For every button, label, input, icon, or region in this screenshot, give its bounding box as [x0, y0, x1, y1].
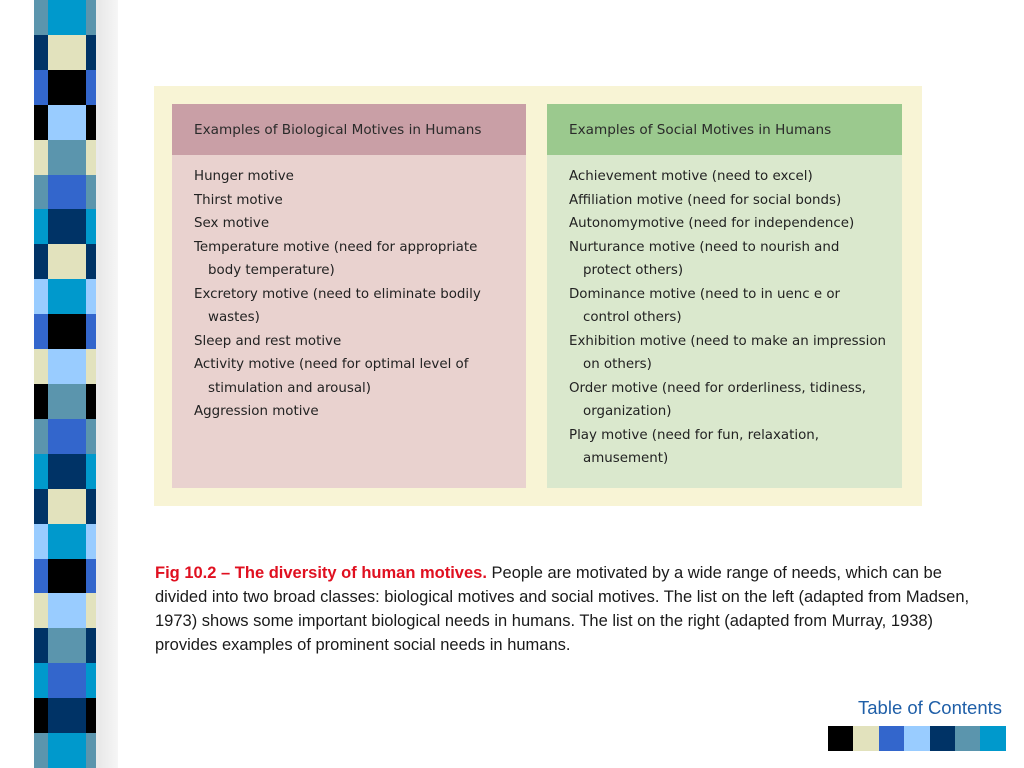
- stripe-segment: [48, 140, 86, 175]
- stripe-segment: [48, 733, 86, 768]
- social-motives-heading: Examples of Social Motives in Humans: [547, 104, 902, 155]
- stripe-segment: [48, 454, 86, 489]
- stripe-segment: [48, 105, 86, 140]
- stripe-segment: [48, 489, 86, 524]
- motives-figure: [154, 86, 922, 506]
- color-swatch: [930, 726, 955, 751]
- biological-motive-item: Hunger motive: [194, 169, 294, 184]
- biological-motive-item: Activity motive (need for optimal level of stimulation and arousal): [194, 357, 469, 396]
- stripe-segment: [48, 70, 86, 105]
- stripe-segment: [48, 35, 86, 70]
- stripe-segment: [48, 314, 86, 349]
- stripe-inner-band: [48, 0, 86, 768]
- stripe-segment: [48, 524, 86, 559]
- biological-motive-item: Thirst motive: [194, 192, 283, 208]
- social-motive-item: Affiliation motive (need for social bonds): [569, 192, 842, 208]
- social-motive-item: Dominance motive (need to in uenc e or control others): [569, 286, 841, 325]
- social-motive-item: Autonomymotive (need for independence): [569, 216, 855, 231]
- stripe-segment: [48, 349, 86, 384]
- stripe-segment: [48, 175, 86, 210]
- color-swatch: [904, 726, 929, 751]
- social-motive-item: Nurturance motive (need to nourish and protect others): [569, 239, 840, 278]
- stripe-segment: [48, 0, 86, 35]
- figure-caption: [155, 561, 970, 657]
- biological-motives-list: [172, 155, 526, 424]
- social-motive-item: Play motive (need for fun, relaxation, amusement): [569, 427, 820, 466]
- color-swatch: [853, 726, 878, 751]
- stripe-segment: [48, 593, 86, 628]
- color-swatch-bar: [828, 726, 1006, 751]
- biological-motive-item: Excretory motive (need to eliminate bodily wastes): [194, 286, 481, 325]
- caption-body: People are motivated by a wide range of needs, which can be divided into two broad classes: biological motives and social motives. The list on the left (adapted from Madsen, 1973) shows some important biological needs in humans. The list on the right (adapted from Murray, 1938) provides examples of prominent social needs in humans.: [155, 564, 970, 654]
- social-motive-item: Exhibition motive (need to make an impression on others): [569, 333, 887, 372]
- social-motives-list: [547, 155, 902, 471]
- biological-motive-item: Aggression motive: [194, 404, 319, 419]
- stripe-segment: [48, 663, 86, 698]
- stripe-segment: [48, 628, 86, 663]
- color-swatch: [828, 726, 853, 751]
- stripe-segment: [48, 419, 86, 454]
- stripe-segment: [48, 279, 86, 314]
- caption-title: Fig 10.2 – The diversity of human motives.: [155, 564, 487, 582]
- decorative-stripe: [0, 0, 118, 768]
- color-swatch: [879, 726, 904, 751]
- biological-motive-item: Sex motive: [194, 216, 270, 231]
- biological-motive-item: Temperature motive (need for appropriate body temperature): [194, 239, 478, 278]
- stripe-segment: [48, 244, 86, 279]
- social-motives-panel: [547, 104, 902, 488]
- biological-motives-heading: Examples of Biological Motives in Humans: [172, 104, 526, 155]
- social-motive-item: Achievement motive (need to excel): [569, 169, 813, 184]
- stripe-segment: [48, 209, 86, 244]
- color-swatch: [980, 726, 1005, 751]
- biological-motives-panel: [172, 104, 526, 488]
- table-of-contents-link[interactable]: Table of Contents: [858, 697, 1002, 718]
- social-motive-item: Order motive (need for orderliness, tidiness, organization): [569, 380, 867, 419]
- stripe-segment: [48, 559, 86, 594]
- color-swatch: [955, 726, 980, 751]
- biological-motive-item: Sleep and rest motive: [194, 333, 342, 349]
- stripe-segment: [48, 698, 86, 733]
- stripe-segment: [48, 384, 86, 419]
